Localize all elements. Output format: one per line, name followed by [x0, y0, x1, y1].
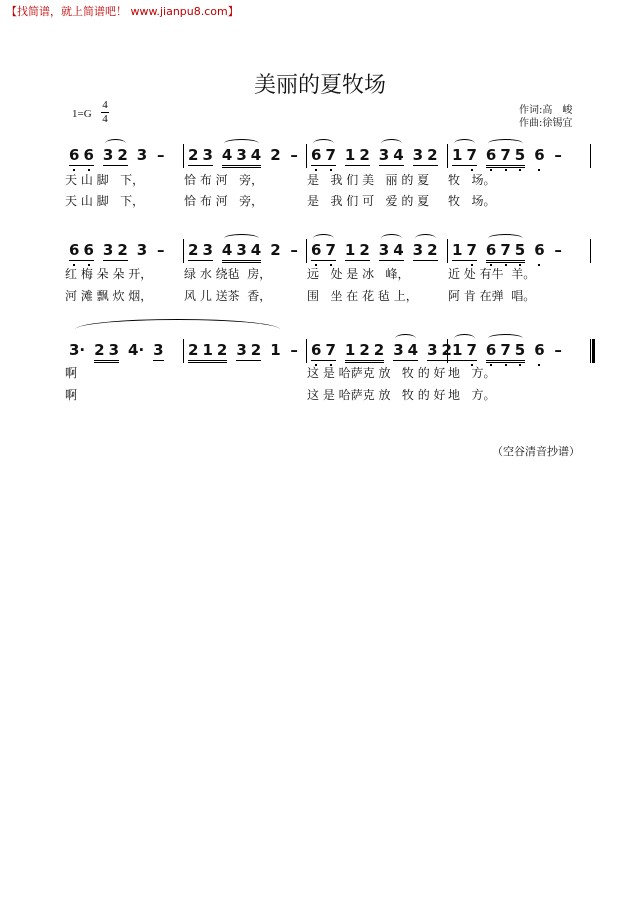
note: 4	[407, 341, 419, 359]
note: 3	[393, 341, 404, 359]
lyrics-verse-2	[65, 287, 591, 304]
note-group	[290, 241, 299, 259]
note-group	[413, 241, 438, 261]
song-title: 美丽的夏牧场	[253, 73, 386, 98]
note-low-octave: 5	[514, 241, 526, 259]
lyric-measure: 地 方。	[448, 366, 496, 380]
note-group	[534, 241, 544, 259]
note: 2	[250, 341, 262, 359]
note-low-octave: 7	[500, 241, 511, 259]
note-low-octave: 6	[534, 146, 545, 164]
lyric-measure: 啊	[65, 366, 78, 380]
note: 2	[441, 341, 452, 359]
note-group	[452, 341, 477, 361]
lyric-measure: 红 梅 朵 朵 开，	[65, 267, 153, 281]
lyric-measure: 近 处 有牛 羊。	[448, 267, 536, 281]
note-group	[427, 341, 452, 361]
lyricist: 作词:高 峻	[519, 105, 573, 116]
note: 4	[250, 146, 262, 164]
note: 3	[412, 146, 424, 164]
note-group	[393, 341, 418, 361]
note-low-octave: 7	[500, 341, 511, 359]
time-signature-bottom: 4	[102, 113, 108, 125]
lyrics-verse-1	[65, 265, 591, 282]
note-low-octave: 6	[485, 241, 497, 259]
slur	[415, 234, 436, 243]
note-low-octave: 6	[485, 146, 497, 164]
note-low-octave: 7	[325, 146, 336, 164]
note-group	[137, 241, 147, 259]
note-group	[311, 146, 336, 166]
barline	[590, 144, 591, 168]
note-low-octave: 6	[69, 146, 80, 164]
note: 1	[202, 341, 213, 359]
credits	[519, 104, 572, 130]
note: 3	[136, 146, 148, 164]
slur	[395, 334, 416, 343]
note-group	[452, 241, 477, 261]
lyric-measure: 恰 布 河 旁，	[184, 194, 264, 208]
note: 1	[344, 341, 356, 359]
note-group	[311, 241, 336, 261]
note-group	[534, 146, 544, 164]
note-low-octave: 7	[466, 341, 477, 359]
note-group	[156, 146, 165, 164]
note: 2	[188, 341, 199, 359]
lyric-measure: 牧 场。	[448, 173, 496, 187]
note: 2	[427, 241, 438, 259]
lyric-measure: 围 坐 在 花 毡 上，	[307, 289, 418, 303]
lyric-measure: 这 是 哈萨克 放 牧 的 好	[307, 366, 446, 380]
note-low-octave: 6	[311, 241, 322, 259]
note-low-octave: 6	[534, 241, 545, 259]
note-group	[554, 241, 563, 259]
note-group	[270, 241, 280, 259]
note-low-octave: 6	[83, 241, 94, 259]
note: 3	[202, 241, 213, 259]
note: 2	[94, 341, 105, 359]
note-group	[270, 146, 280, 164]
lyric-measure	[184, 364, 307, 381]
lyric-measure: 阿 肯 在弹 唱。	[448, 289, 536, 303]
note-low-octave: 6	[311, 146, 322, 164]
note: 2	[359, 241, 370, 259]
note: 3	[102, 146, 114, 164]
slur	[224, 139, 259, 148]
lyric-measure: 地 方。	[448, 388, 496, 402]
note-low-octave: 7	[466, 241, 477, 259]
note: 1	[452, 341, 463, 359]
note-group	[69, 341, 85, 359]
slur	[454, 334, 475, 343]
note: –	[290, 341, 298, 359]
note-group	[222, 241, 261, 263]
note: 3	[378, 146, 390, 164]
lyrics-verse-2	[65, 192, 591, 209]
note-group	[222, 146, 261, 168]
note: 1	[344, 241, 356, 259]
note: 3	[378, 241, 390, 259]
note: 3	[427, 341, 438, 359]
note-low-octave: 6	[69, 241, 80, 259]
note: –	[156, 241, 165, 259]
note-group	[345, 146, 370, 166]
lyric-measure: 恰 布 河 旁，	[184, 173, 264, 187]
note-group	[103, 241, 128, 261]
lyrics-verse-1	[65, 364, 591, 381]
lyrics-verse-1	[65, 171, 591, 188]
note-low-octave: 7	[325, 341, 336, 359]
note-low-octave: 6	[83, 146, 94, 164]
note-group	[379, 146, 404, 166]
lyric-measure: 河 滩 飘 炊 烟，	[65, 289, 153, 303]
note: 3	[136, 241, 148, 259]
note-group	[94, 341, 119, 363]
note-low-octave: 5	[514, 341, 526, 359]
note-group	[379, 241, 404, 261]
note-group	[534, 341, 544, 359]
note-group	[554, 341, 563, 359]
note: 2	[359, 146, 370, 164]
note: 3	[102, 241, 114, 259]
note-group	[413, 146, 438, 166]
slur	[488, 334, 523, 343]
note: –	[554, 241, 562, 259]
note-group	[188, 241, 213, 261]
note-low-octave: 7	[325, 241, 336, 259]
slur	[488, 139, 523, 148]
note: 2	[373, 341, 385, 359]
barline	[590, 239, 591, 263]
note-low-octave: 5	[514, 146, 526, 164]
note-group	[345, 341, 384, 363]
note: 4·	[128, 341, 145, 359]
note: 2	[359, 341, 370, 359]
note: 1	[452, 241, 463, 259]
note: 3	[236, 341, 247, 359]
note: 2	[117, 241, 128, 259]
site-banner[interactable]: 【找简谱，就上简谱吧！ www.jianpu8.com】	[6, 5, 239, 18]
lyric-measure: 天 山 脚 下，	[65, 173, 145, 187]
slur	[313, 234, 334, 243]
note-group	[137, 146, 147, 164]
note-group	[153, 341, 163, 361]
note: 1	[270, 341, 281, 359]
note-group	[290, 146, 299, 164]
note: 1	[344, 146, 356, 164]
note: 4	[221, 241, 233, 259]
composer: 作曲:徐锡宜	[519, 118, 573, 129]
note: 2	[270, 146, 281, 164]
note: 3	[153, 341, 164, 359]
note: 3	[412, 241, 424, 259]
note-group	[486, 146, 525, 168]
key-signature: 1=G	[72, 108, 92, 120]
note-group	[188, 341, 227, 363]
note: –	[156, 146, 165, 164]
note-group	[311, 341, 336, 361]
lyric-measure: 这 是 哈萨克 放 牧 的 好	[307, 388, 446, 402]
slur	[224, 234, 259, 243]
slur	[381, 234, 402, 243]
time-signature	[101, 99, 109, 126]
note: 4	[221, 146, 233, 164]
lyric-measure: 是 我 们 可 爱 的 夏	[307, 194, 430, 208]
note-group	[290, 341, 299, 359]
note: 4	[393, 241, 404, 259]
note: 1	[452, 146, 463, 164]
slur	[313, 139, 334, 148]
slur	[381, 139, 402, 148]
lyrics-verse-2	[65, 386, 591, 403]
slur	[454, 139, 475, 148]
note-group	[345, 241, 370, 261]
time-signature-top: 4	[102, 99, 108, 111]
note: 3	[108, 341, 120, 359]
lyric-measure: 天 山 脚 下，	[65, 194, 145, 208]
note-group	[554, 146, 563, 164]
lyric-measure: 啊	[65, 388, 78, 402]
note-group	[156, 241, 165, 259]
phrase-slur	[75, 319, 280, 340]
slur	[105, 139, 126, 148]
note: –	[554, 341, 562, 359]
lyric-measure: 是 我 们 美 丽 的 夏	[307, 173, 430, 187]
note-group	[486, 341, 525, 363]
lyric-measure: 牧 场。	[448, 194, 496, 208]
lyric-measure	[184, 386, 307, 403]
note: 2	[188, 241, 199, 259]
note-group	[103, 146, 128, 166]
lyric-measure: 远 处 是 冰 峰，	[307, 267, 410, 281]
note: 2	[188, 146, 199, 164]
note-low-octave: 7	[500, 146, 511, 164]
note-low-octave: 7	[466, 146, 477, 164]
note: 3	[202, 146, 213, 164]
transcriber-note: （空谷清音抄谱）	[492, 445, 580, 458]
note: 2	[427, 146, 438, 164]
note-group	[128, 341, 144, 359]
note: 2	[216, 341, 228, 359]
note-group	[69, 146, 94, 166]
note: –	[290, 146, 298, 164]
note: –	[554, 146, 562, 164]
note-low-octave: 6	[534, 341, 545, 359]
note-group	[69, 241, 94, 261]
note-group	[188, 146, 213, 166]
note-group	[236, 341, 261, 361]
lyric-measure: 绿 水 绕毡 房，	[184, 267, 272, 281]
note: 4	[250, 241, 262, 259]
lyric-measure: 风 儿 送茶 香，	[184, 289, 272, 303]
note-low-octave: 6	[311, 341, 322, 359]
note-group	[270, 341, 280, 359]
note-group	[486, 241, 525, 263]
slur	[488, 234, 523, 243]
note-low-octave: 6	[485, 341, 497, 359]
note: 3	[236, 146, 247, 164]
note: 3	[236, 241, 247, 259]
note-group	[452, 146, 477, 166]
note: 2	[270, 241, 281, 259]
final-barline	[590, 339, 594, 363]
note: 2	[117, 146, 128, 164]
note: –	[290, 241, 298, 259]
note: 4	[393, 146, 404, 164]
note: 3·	[69, 341, 86, 359]
